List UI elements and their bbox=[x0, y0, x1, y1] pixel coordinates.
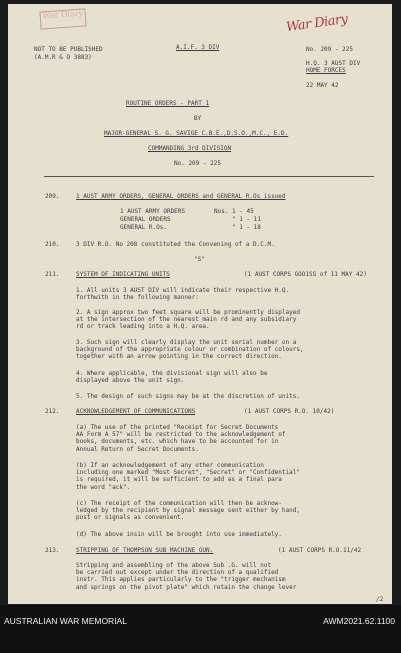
order-211-paragraph-5: 5. The design of such signs may be at the discretion of units. bbox=[76, 393, 300, 400]
order-211-paragraph-3: 3. Such sign will clearly display the unit serial number on a background of the appropriate colour or combination of colours, together with an arrow pointing in the correct direction. bbox=[76, 339, 304, 361]
order-211-paragraph-2: 2. A sign approx two feet square will be prominently displayed at the intersection of the nearest main rd and any subsidiary rd or track leading into a H.Q. area. bbox=[76, 309, 300, 331]
order-209-number: 209. bbox=[45, 193, 60, 200]
continuation-marker: /2 bbox=[376, 596, 384, 603]
order-212-number: 212. bbox=[45, 408, 60, 415]
title-by: BY bbox=[194, 115, 202, 122]
order-211-paragraph-4: 4. Where applicable, the divisional sign will also be displayed above the unit sign. bbox=[76, 370, 268, 385]
order-209-heading: 1 AUST ARMY ORDERS, GENERAL ORDERS and GENERAL R.Os issued bbox=[76, 193, 286, 200]
archive-footer bbox=[0, 605, 401, 653]
handwritten-annotation: War Diary bbox=[285, 11, 349, 36]
order-209-row-label: GENERAL R.Os. bbox=[120, 224, 167, 231]
order-209-row-nos: " 1 - 18 bbox=[232, 224, 261, 231]
order-209-row-label: GENERAL ORDERS bbox=[120, 216, 171, 223]
separator-line bbox=[44, 176, 374, 177]
order-212-reference: (1 AUST CORPS R.O. 10/42) bbox=[244, 408, 335, 415]
order-211-reference: (1 AUST CORPS GOO1SS of 11 MAY 42) bbox=[244, 271, 367, 278]
title-general: MAJOR-GENERAL S. G. SAVIGE C.B.E.,D.S.O.,M.C., E.D. bbox=[104, 130, 289, 137]
order-209-row-label: 1 AUST ARMY ORDERS bbox=[120, 208, 186, 215]
order-212-paragraph-b: (b) If an acknowledgement of any other communication including one marked "Most Secret", "Secret" or "Confidential" is required, it will be sufficient to add as a final para the word "ack". bbox=[76, 462, 300, 491]
order-211-paragraph-1: 1. All units 3 AUST DIV will indicate their respective H.Q. forthwith in the following manner: bbox=[76, 287, 290, 302]
footer-accession-number: AWM2021.62.1100 bbox=[323, 616, 395, 626]
order-211-number: 211. bbox=[45, 271, 60, 278]
order-210-number: 210. bbox=[45, 241, 60, 248]
hq-line-2: HOME FORCES bbox=[306, 67, 346, 74]
order-212-heading: ACKNOWLEDGEMENT OF COMMUNICATIONS bbox=[76, 408, 196, 415]
order-213-reference: (1 AUST CORPS R.O.11/42 bbox=[278, 547, 362, 554]
order-212-paragraph-a: (a) The use of the printed "Receipt for Secret Documents AA Form A 57" will be restricted to the acknowledgement of books, documents, etc. which have to be accounted for in Annual Return of Secret Documents. bbox=[76, 424, 286, 453]
title-command: COMMANDING 3rd DIVISION bbox=[148, 145, 232, 152]
footer-institution: AUSTRALIAN WAR MEMORIAL bbox=[4, 616, 127, 626]
war-diary-stamp: War Diary bbox=[39, 8, 86, 29]
hq-line-1: H.Q. 3 AUST DIV bbox=[306, 60, 361, 67]
header-date: 22 MAY 42 bbox=[306, 82, 339, 89]
restriction-line-2: (A.M.R & O 3883) bbox=[34, 54, 92, 61]
title-routine-orders: ROUTINE ORDERS - PART 1 bbox=[126, 100, 210, 107]
order-209-row-nos: Nos. 1 - 45 bbox=[214, 208, 254, 215]
title-range: No. 209 - 225 bbox=[174, 160, 221, 167]
document-page bbox=[8, 4, 392, 604]
order-212-paragraph-d: (d) The above insin will be brought into use immediately. bbox=[76, 531, 282, 538]
header-number: No. 209 - 225 bbox=[306, 46, 353, 53]
order-209-row-nos: " 1 - 11 bbox=[232, 216, 261, 223]
section-marker: "S" bbox=[194, 256, 205, 263]
aif-division: A.I.F. 3 DIV bbox=[176, 44, 220, 51]
order-213-paragraph: Stripping and assembling of the above Sub .G. will not be carried out except under the direction of a qualified instr. This applies particularly to the "trigger mechanism and springs on the pivot plate" which retain the change lever bbox=[76, 562, 297, 591]
restriction-line-1: NOT TO BE PUBLISHED bbox=[34, 46, 103, 53]
order-210-text: 3 DIV R.O. No 208 constituted the Convening of a D.C.M. bbox=[76, 241, 275, 248]
order-212-paragraph-c: (c) The receipt of the communication will then be acknow- ledged by the recipient by signal message sent either by hand, post or signals as convenient. bbox=[76, 500, 300, 522]
order-213-heading: STRIPPING OF THOMPSON SUB MACHINE GUN. bbox=[76, 547, 214, 554]
order-211-heading: SYSTEM OF INDICATING UNITS bbox=[76, 271, 170, 278]
order-213-number: 213. bbox=[45, 547, 60, 554]
